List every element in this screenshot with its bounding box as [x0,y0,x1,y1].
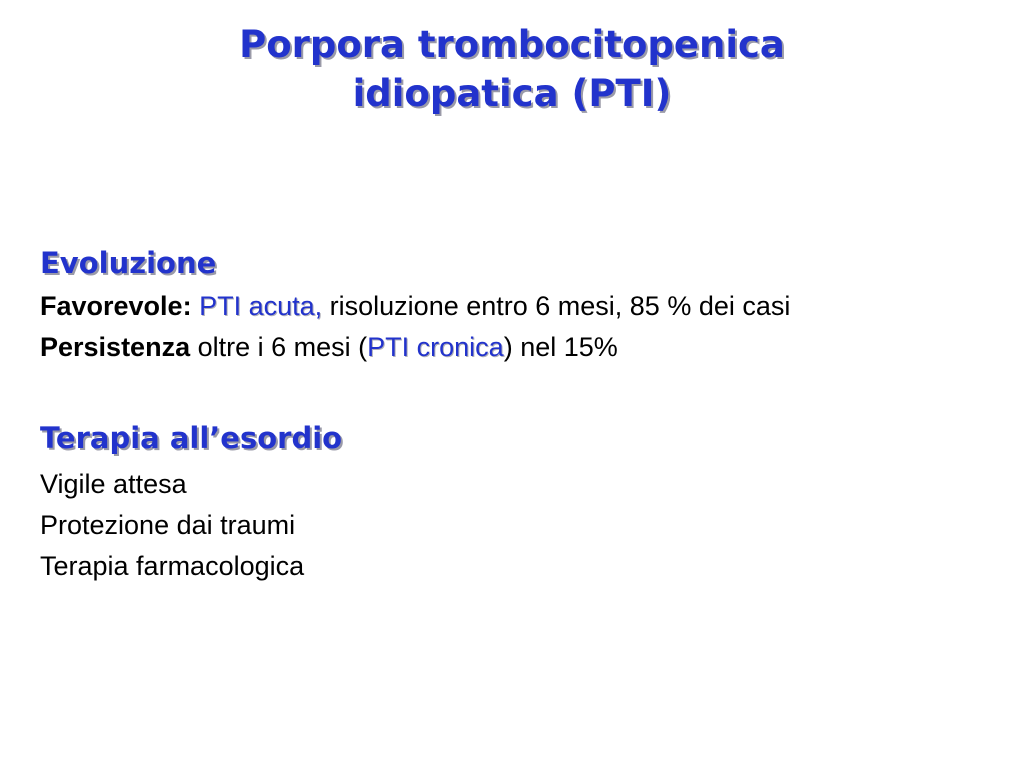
persistenza-text-after: ) nel 15% [503,332,618,362]
persistenza-label: Persistenza [40,332,191,362]
evoluzione-heading: Evoluzione [40,246,217,280]
terapia-heading: Terapia all’esordio [40,421,343,455]
terapia-item: Vigile attesa [40,469,187,499]
favorevole-label: Favorevole: [40,291,192,321]
slide-title [0,20,1024,118]
pti-acuta-term: PTI acuta, [199,291,323,321]
slide-title-line-1: Porpora trombocitopenica [239,23,785,66]
favorevole-line [40,290,790,322]
favorevole-text: risoluzione entro 6 mesi, 85 % dei casi [329,291,791,321]
persistenza-line [40,331,618,363]
terapia-item: Protezione dai traumi [40,510,296,540]
terapia-item: Terapia farmacologica [40,551,305,581]
persistenza-text-before: oltre i 6 mesi ( [197,332,368,362]
slide-title-line-2: idiopatica (PTI) [352,72,672,115]
pti-cronica-term: PTI cronica [367,332,504,362]
